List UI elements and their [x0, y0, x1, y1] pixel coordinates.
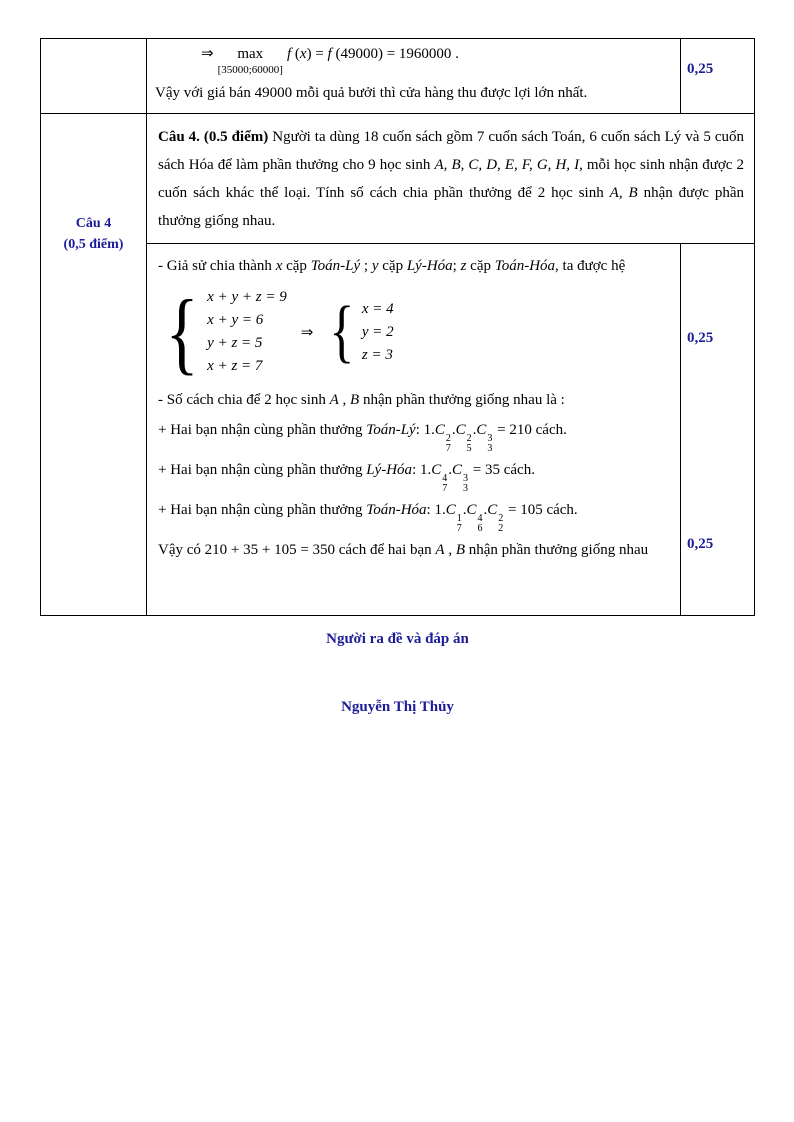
footer-title: Người ra đề và đáp án: [326, 631, 469, 647]
points-badge: 0,25: [687, 330, 714, 346]
system-right-lines: [362, 298, 394, 367]
solution-row: [147, 243, 754, 615]
answer-table: [40, 38, 755, 616]
case-toan-ly-line: + Hai bạn nhận cùng phần thưởng Toán-Lý: 1.C 2 7 .C 2 5 .C 3 3 = 210 cách.: [158, 422, 567, 454]
cau4-label-line2: (0,5 điểm): [63, 237, 124, 252]
system-left-lines: [207, 286, 287, 378]
implies-arrow: ⇒: [300, 324, 314, 341]
cau4-label-cell: [41, 114, 147, 615]
system-right: [325, 293, 394, 370]
cau4-label: [41, 114, 146, 255]
case-ly-hoa-line: + Hai bạn nhận cùng phần thưởng Lý-Hóa: 1.C 4 7 .C 3 3 = 35 cách.: [158, 462, 535, 494]
implies-arrow: ⇒: [201, 46, 214, 62]
question-paragraph: Câu 4. (0.5 điểm) Người ta dùng 18 cuốn sách gồm 7 cuốn sách Toán, 6 cuốn sách Lý và 5 cuốn sách Hóa để làm phần thưởng cho 9 học sinh A, B, C, D, E, F, G, H, I, mỗi học sinh nhận được 2 cuốn sách khác thể loại. Tính số cách chia phần thưởng để 2 học sinh A, B nhận được phần thưởng giống nhau.: [158, 129, 745, 229]
solution-line-x: x = 4: [361, 300, 394, 317]
equation-line-3: y + z = 5: [207, 335, 263, 351]
max-label: max: [237, 46, 264, 62]
conclusion-text: Vậy với giá bán 49000 mỗi quả bưởi thì cửa hàng thu được lợi lớn nhất.: [155, 85, 588, 101]
equation-line-4: x + z = 7: [207, 358, 263, 374]
max-formula-line: [155, 44, 672, 77]
brace-left-icon: {: [329, 293, 355, 370]
continuation-content-cell: [147, 39, 681, 113]
solution-line-y: y = 2: [361, 323, 394, 340]
max-interval: [35000;60000]: [217, 64, 283, 76]
system-left: [160, 281, 287, 383]
max-operator: [218, 44, 283, 77]
formula-rest: f (x) = f (49000) = 1960000 .: [286, 46, 459, 62]
brace-left-icon: {: [165, 281, 199, 383]
case-toan-hoa-line: + Hai bạn nhận cùng phần thưởng Toán-Hóa: 1.C 1 7 .C 4 6 .C 2 2 = 105 cách.: [158, 502, 578, 534]
assumption-line: - Giả sử chia thành x cặp Toán-Lý ; y cặp Lý-Hóa; z cặp Toán-Hóa, ta được hệ: [158, 258, 626, 274]
points-badge: 0,25: [687, 61, 714, 77]
cau4-main-cell: [147, 114, 754, 615]
solution-line-z: z = 3: [361, 346, 393, 363]
cau4-label-line1: Câu 4: [75, 216, 112, 231]
equation-system: [160, 281, 670, 383]
points-cell-cau4: [681, 244, 754, 615]
row-cau4: [41, 114, 754, 615]
equation-line-2: x + y = 6: [207, 312, 264, 328]
empty-label-cell: [41, 39, 147, 113]
solution-cell: [147, 244, 681, 615]
points-cell-row1: [681, 39, 754, 113]
footer-author: Nguyễn Thị Thủy: [341, 699, 454, 715]
points-badge: 0,25: [687, 536, 714, 552]
equation-line-1: x + y + z = 9: [207, 289, 287, 305]
count-line: - Số cách chia để 2 học sinh A , B nhận phần thưởng giống nhau là :: [158, 392, 565, 408]
final-line: Vậy có 210 + 35 + 105 = 350 cách để hai bạn A , B nhận phần thưởng giống nhau: [158, 542, 649, 558]
row-continuation: [41, 39, 754, 114]
